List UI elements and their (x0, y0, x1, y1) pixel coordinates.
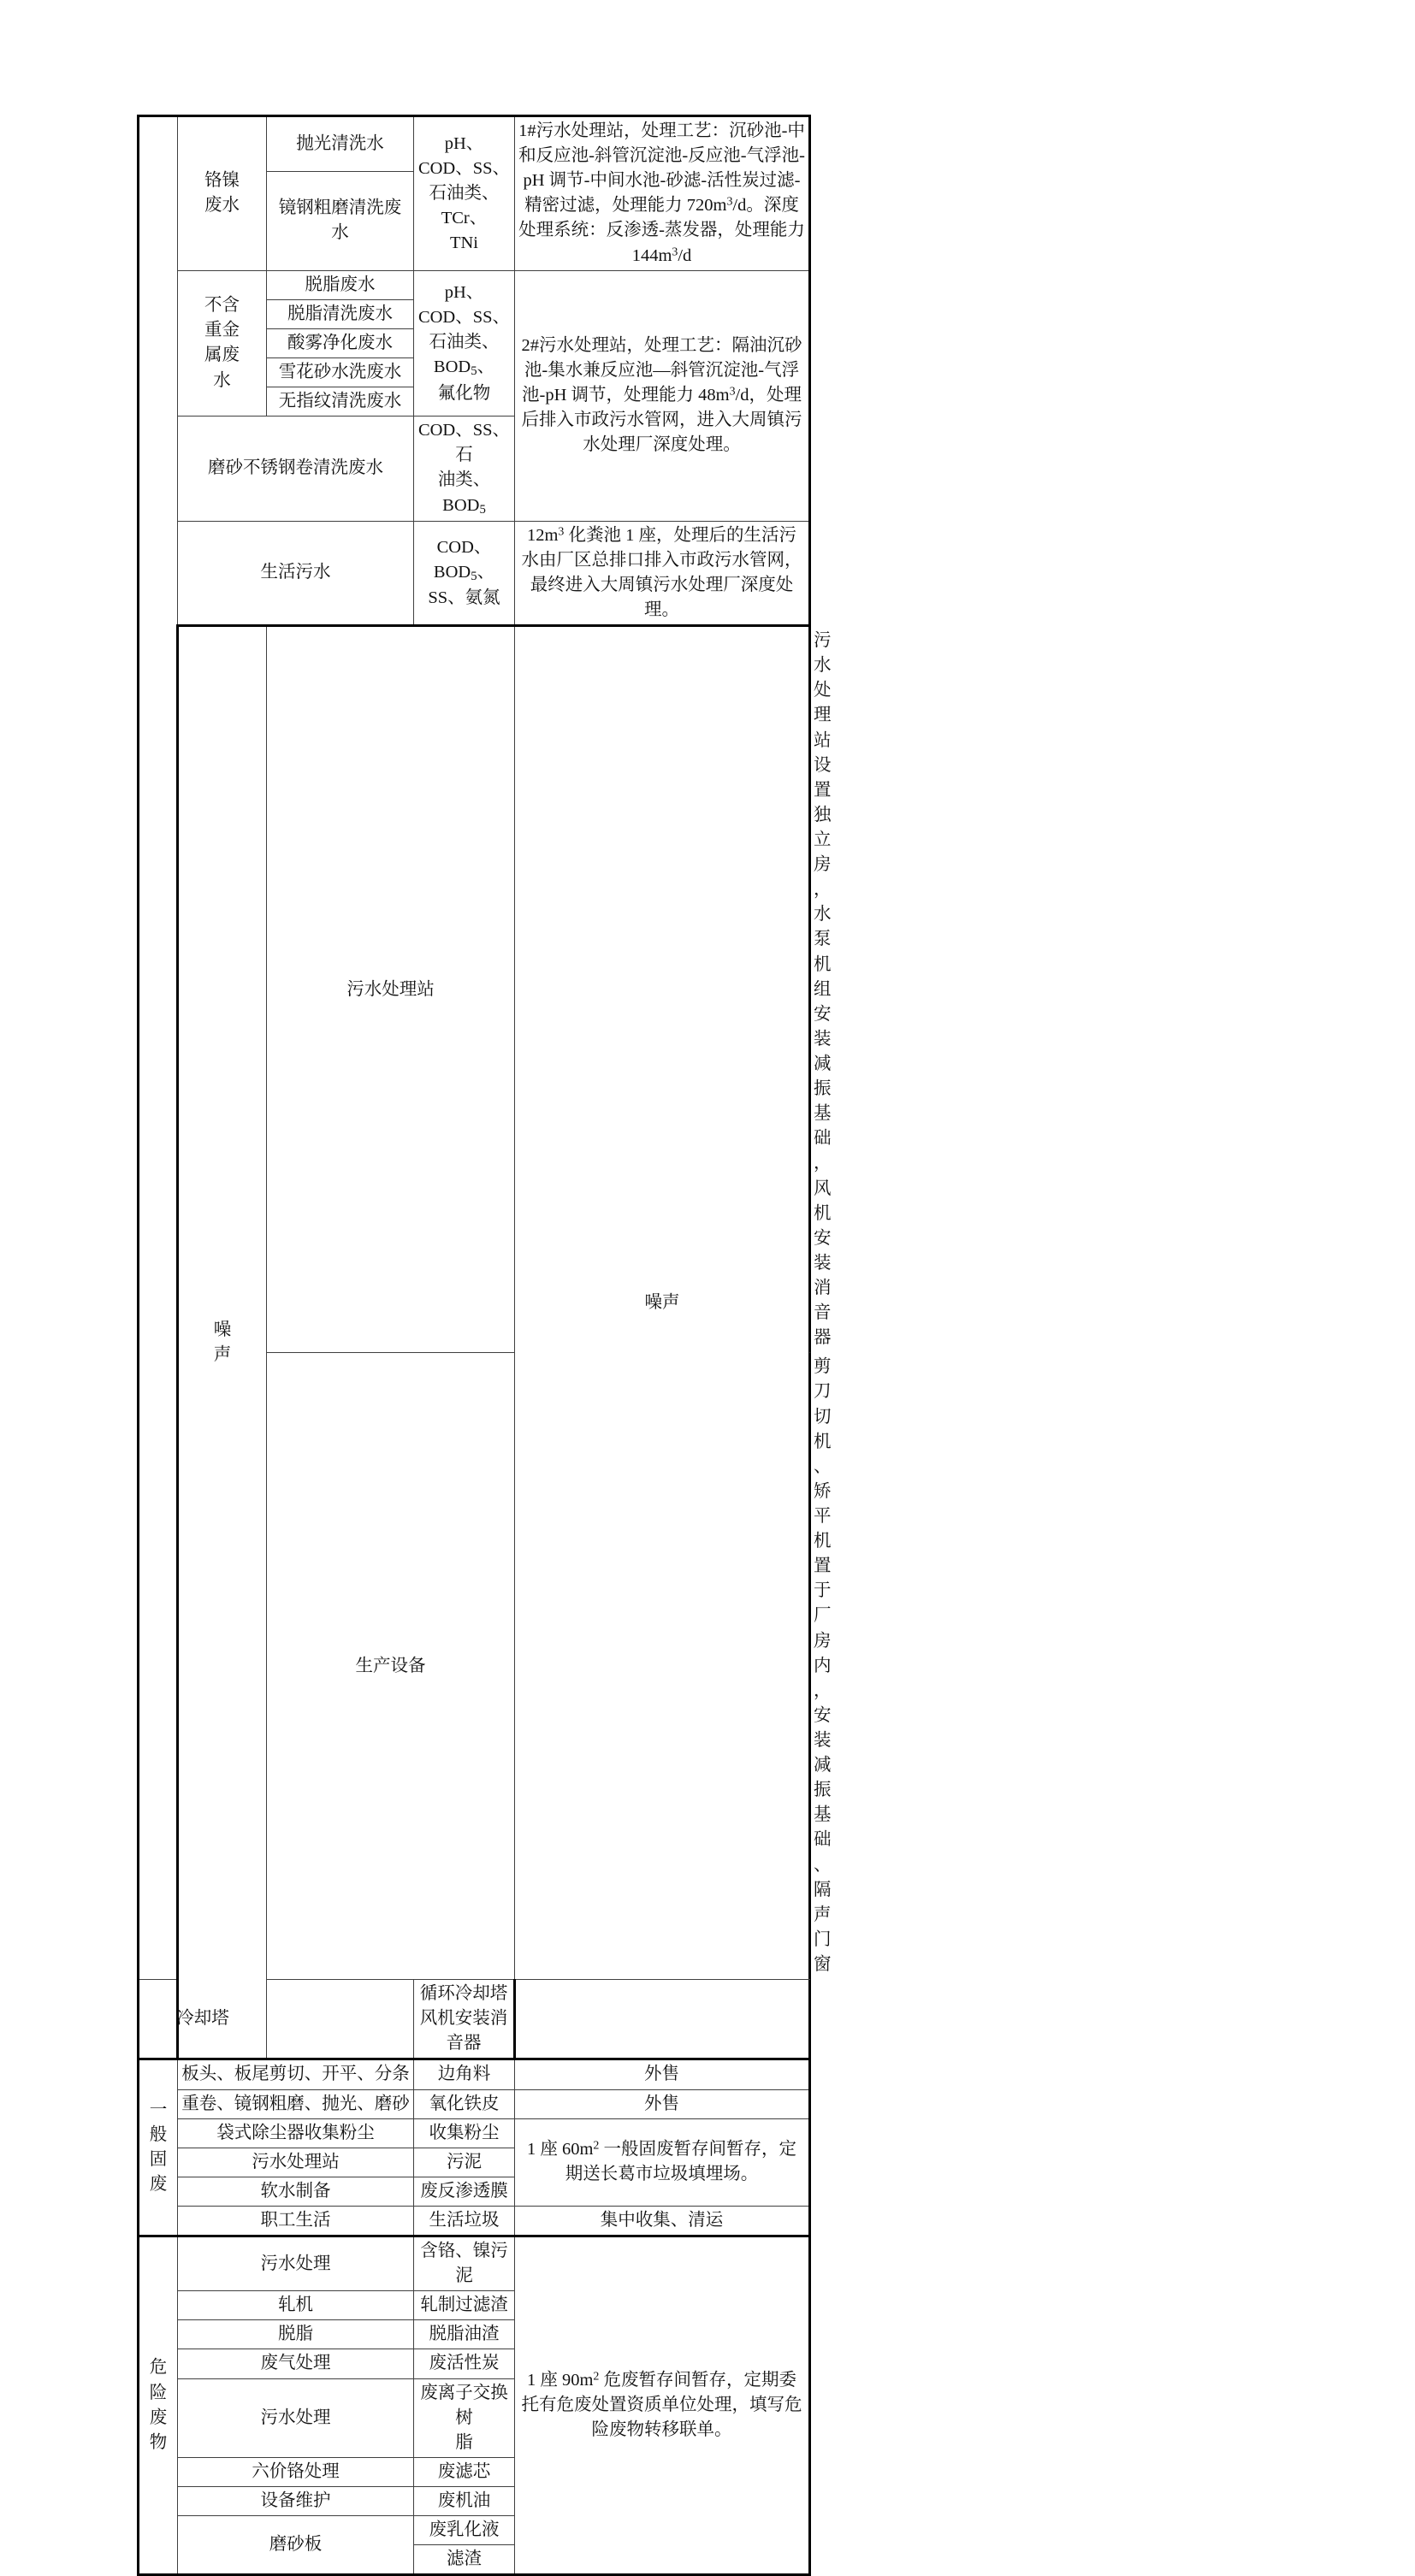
subgroup-label-chrome-nickel: 铬镍 废水 (178, 116, 267, 271)
treatment-cell-1: 1#污水处理站，处理工艺：沉砂池-中和反应池-斜管沉淀池-反应池-气浮池-pH 调节-中间水池-砂滤-活性炭过滤-精密过滤，处理能力 $720m^3/d$。深度处理系统：反渗透-蒸发器，处理能力 $144m^3/d$ (515, 116, 810, 271)
hw-source-cell: 轧机 (178, 2291, 414, 2320)
source-cell: 抛光清洗水 (267, 116, 414, 172)
gsw-measure-cell-4: 集中收集、清运 (515, 2206, 810, 2236)
hw-source-cell: 污水处理 (178, 2378, 414, 2457)
source-cell-frosted-steel: 磨砂不锈钢卷清洗废水 (178, 417, 414, 522)
pollutant-cell-no-heavy-metal: pH、COD、SS、 石油类、$BOD_5$、 氟化物 (414, 270, 515, 417)
noise-measure-cell-3: 循环冷却塔风机安装消音器 (414, 1980, 515, 2059)
pollutant-cell-frosted-steel: COD、SS、石 油类、$BOD_5$ (414, 417, 515, 522)
noise-source-cell: 生产设备 (267, 1353, 515, 1980)
source-cell: 雪花砂水洗废水 (267, 357, 414, 387)
category-cell-noise: 噪 声 (178, 626, 267, 2059)
gsw-source-cell: 污水处理站 (178, 2148, 414, 2177)
table-row (139, 116, 810, 172)
hw-measure-cell: 1 座 $90m^2$ 危废暂存间暂存，定期委托有危废处置资质单位处理，填写危险废物转移联单。 (515, 2236, 810, 2575)
source-cell-domestic-sewage: 生活污水 (178, 521, 414, 625)
hw-waste-cell: 轧制过滤渣 (414, 2291, 515, 2320)
pollution-control-table-wrapper (137, 115, 1415, 2576)
gsw-source-cell: 职工生活 (178, 2206, 414, 2236)
subgroup-label-no-heavy-metal: 不含 重金 属废 水 (178, 270, 267, 417)
table-row (139, 2059, 810, 2089)
noise-pollutant-cell: 噪声 (515, 626, 810, 1980)
hw-waste-cell: 含铬、镍污泥 (414, 2236, 515, 2291)
source-cell: 酸雾净化废水 (267, 328, 414, 357)
table-row (139, 1980, 810, 2059)
gsw-waste-cell: 边角料 (414, 2059, 515, 2089)
gsw-source-cell: 软水制备 (178, 2177, 414, 2206)
table-row (139, 2236, 810, 2291)
source-cell: 镜钢粗磨清洗废水 (267, 171, 414, 270)
table-row (139, 270, 810, 299)
hw-source-cell: 设备维护 (178, 2487, 414, 2516)
category-cell-general-solid-waste: 一 般 固 废 (139, 2059, 178, 2236)
pollutant-cell-chrome-nickel: pH、COD、SS、 石油类、TCr、 TNi (414, 116, 515, 271)
gsw-measure-cell-3: 1 座 $60m^2$ 一般固废暂存间暂存，定期送长葛市垃圾填埋场。 (515, 2118, 810, 2206)
hw-waste-cell: 废滤芯 (414, 2457, 515, 2486)
noise-source-cell: 污水处理站 (267, 626, 515, 1353)
noise-source-cell: 冷却塔 (139, 1980, 267, 2059)
table-row (139, 2089, 810, 2118)
hw-waste-cell: 废活性炭 (414, 2349, 515, 2378)
hw-waste-cell: 废离子交换树 脂 (414, 2378, 515, 2457)
table-row (139, 2118, 810, 2148)
treatment-cell-2: 2#污水处理站，处理工艺：隔油沉砂池-集水兼反应池—斜管沉淀池-气浮池-pH 调节，处理能力 $48m^3/d$，处理后排入市政污水管网，进入大周镇污水处理厂深度处理。 (515, 270, 810, 521)
treatment-cell-domestic: $12m^3$ 化粪池 1 座，处理后的生活污水由厂区总排口排入市政污水管网，最终进入大周镇污水处理厂深度处理。 (515, 521, 810, 625)
gsw-source-cell: 板头、板尾剪切、开平、分条 (178, 2059, 414, 2089)
gsw-measure-cell-1: 外售 (515, 2059, 810, 2089)
gsw-source-cell: 袋式除尘器收集粉尘 (178, 2118, 414, 2148)
pollutant-cell-domestic-sewage: COD、$BOD_5$、 SS、氨氮 (414, 521, 515, 625)
hw-source-cell: 脱脂 (178, 2320, 414, 2349)
hw-waste-cell: 滤渣 (414, 2545, 515, 2575)
gsw-source-cell: 重卷、镜钢粗磨、抛光、磨砂 (178, 2089, 414, 2118)
source-cell: 无指纹清洗废水 (267, 387, 414, 417)
table-row: 噪 声 污水处理站 噪声 污水处理站设置独立房，水泵机组安装减振基础，风机安装消音器 (139, 626, 810, 1353)
hw-source-cell: 废气处理 (178, 2349, 414, 2378)
gsw-waste-cell: 生活垃圾 (414, 2206, 515, 2236)
source-cell: 脱脂清洗废水 (267, 299, 414, 328)
category-cell-wastewater (139, 116, 178, 1980)
hw-waste-cell: 废乳化液 (414, 2516, 515, 2545)
hw-waste-cell: 脱脂油渣 (414, 2320, 515, 2349)
gsw-waste-cell: 收集粉尘 (414, 2118, 515, 2148)
hw-source-cell: 六价铬处理 (178, 2457, 414, 2486)
source-cell: 脱脂废水 (267, 270, 414, 299)
hw-source-cell: 污水处理 (178, 2236, 414, 2291)
category-cell-hazardous-waste: 危 险 废 物 (139, 2236, 178, 2575)
gsw-measure-cell-2: 外售 (515, 2089, 810, 2118)
gsw-waste-cell: 废反渗透膜 (414, 2177, 515, 2206)
gsw-waste-cell: 氧化铁皮 (414, 2089, 515, 2118)
table-row: 生产设备 剪刀切机、矫平机置于厂房内，安装减振基础、隔声门窗 (139, 1353, 810, 1980)
hw-waste-cell: 废机油 (414, 2487, 515, 2516)
noise-pollutant-cell-empty (267, 1980, 414, 2059)
table-row (139, 521, 810, 625)
table-row (139, 2206, 810, 2236)
gsw-waste-cell: 污泥 (414, 2148, 515, 2177)
pollution-control-table (137, 115, 832, 2576)
hw-source-cell-frosted-plate: 磨砂板 (178, 2516, 414, 2575)
